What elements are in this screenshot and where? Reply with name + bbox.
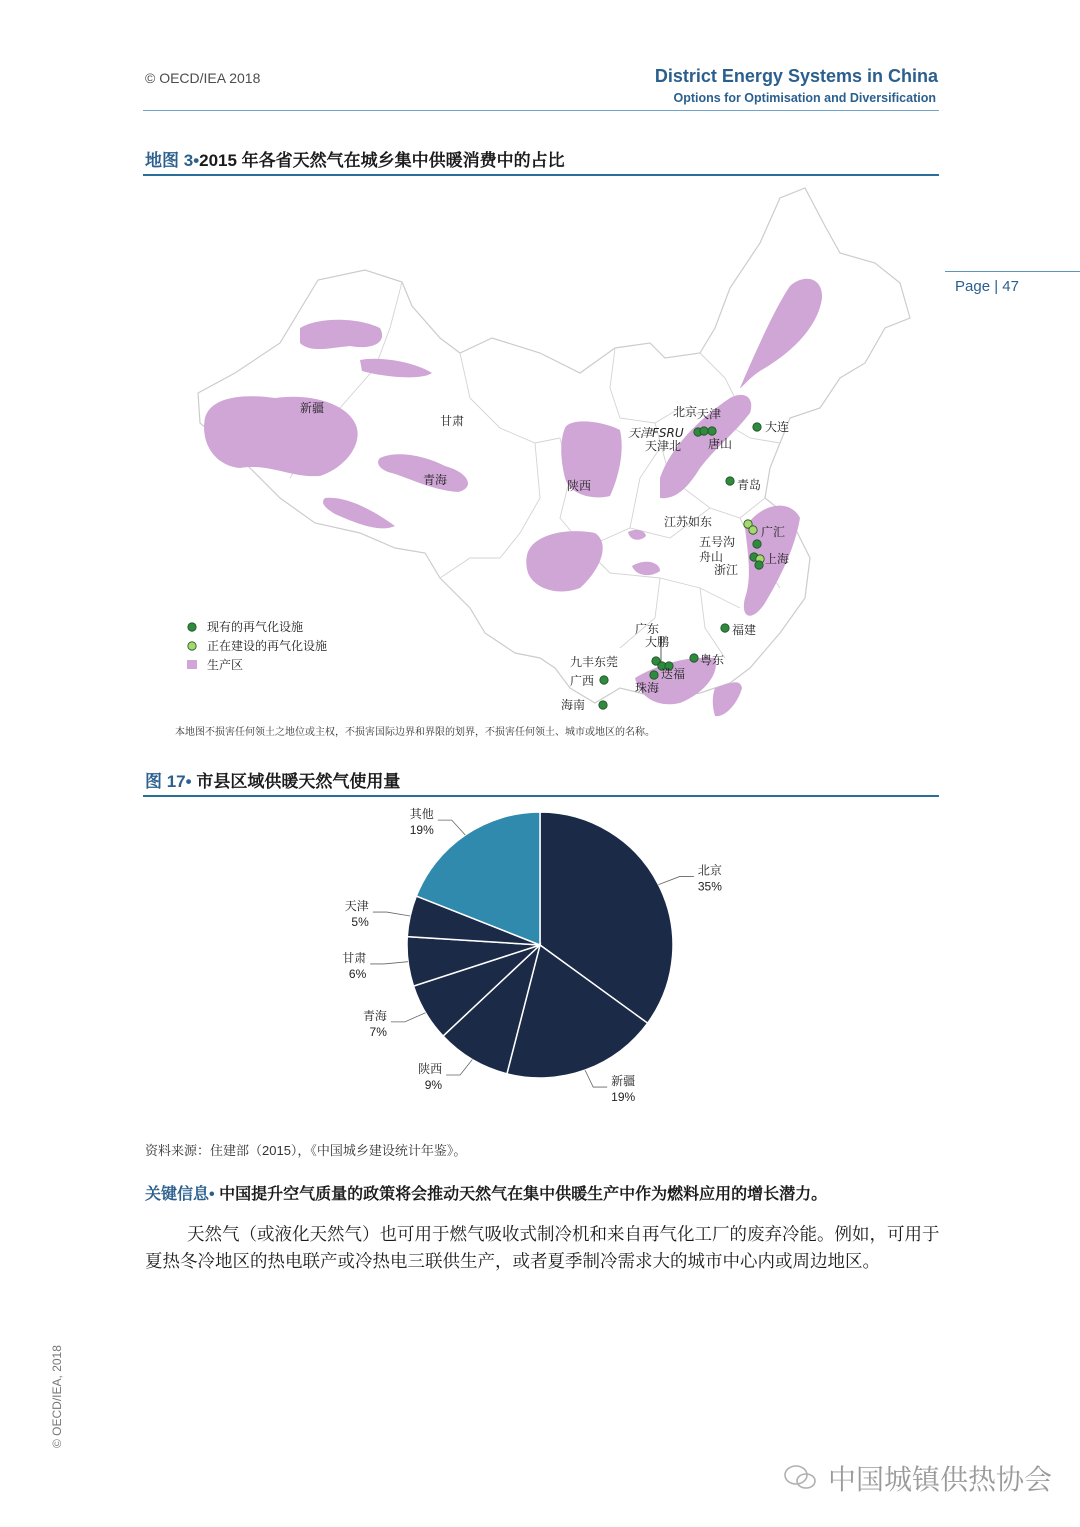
report-title: District Energy Systems in China (654, 66, 938, 86)
pie-leader-5 (373, 912, 410, 916)
label-tianjin-fsru: 天津FSRU (628, 426, 684, 440)
wechat-icon (782, 1463, 818, 1491)
key-message (145, 1181, 827, 1204)
label-guangxi: 广西 (570, 674, 595, 688)
label-guanghui: 广汇 (761, 525, 786, 539)
label-xinjiang: 新疆 (300, 401, 325, 415)
label-shaanxi: 陕西 (567, 479, 592, 493)
legend-construction: 正在建设的再气化设施 (207, 639, 328, 653)
legend-construction-icon (188, 642, 196, 650)
key-message-label: 关键信息 (145, 1186, 210, 1203)
legend-production-icon (187, 660, 197, 669)
source-note: 资料来源：住建部（2015），《中国城乡建设统计年鉴》。 (145, 1143, 467, 1158)
label-jiufeng-dongguan: 九丰东莞 (570, 655, 619, 669)
pie-leader-2 (446, 1059, 472, 1074)
key-message-sep: • (209, 1186, 215, 1203)
pie-label-5: 天津 (344, 899, 369, 914)
report-subtitle: Options for Optimisation and Diversification (673, 91, 936, 105)
label-wuhaogou: 五号沟 (699, 535, 736, 549)
pie-label-6: 其他 (409, 807, 434, 822)
chart-caption-text: 市县区域供暖天然气使用量 (196, 772, 401, 791)
watermark: 中国城镇供热协会 (828, 1464, 1053, 1495)
label-diefu: 迭福 (661, 667, 686, 681)
map-caption-sep: • (193, 151, 200, 170)
label-beijing: 北京 (673, 405, 698, 419)
pie-leader-4 (370, 962, 408, 964)
map-caption-text: 2015 年各省天然气在城乡集中供暖消费中的占比 (199, 151, 565, 170)
page-number: Page | 47 (955, 278, 1019, 295)
key-message-text: 中国提升空气质量的政策将会推动天然气在集中供暖生产中作为燃料应用的增长潜力。 (214, 1186, 828, 1203)
map-caption-rule (143, 174, 939, 176)
body-paragraph: 天然气（或液化天然气）也可用于燃气吸收式制冷机和来自再气化工厂的废弃冷能。例如，可用于夏热冬冷地区的热电联产或冷热电三联供生产，或者夏季制冷需求大的城市中心内或周边地区。 (145, 1225, 940, 1272)
label-hainan: 海南 (561, 698, 586, 712)
site-dot-dalian (753, 423, 761, 431)
label-zhejiang: 浙江 (714, 563, 739, 577)
site-dot-tianjin (700, 427, 708, 435)
map-caption (145, 146, 565, 171)
chart-caption-sep: • (185, 772, 192, 791)
label-qinghai: 青海 (423, 473, 448, 487)
pie-label-1: 新疆 (611, 1074, 636, 1089)
site-dot-guanghui (749, 526, 757, 534)
label-tianjin: 天津 (697, 407, 722, 421)
site-dot-wuhaogou (753, 540, 761, 548)
page-rule (945, 271, 1080, 272)
pie-value-2: 9% (424, 1077, 443, 1092)
site-dot-tangshan (708, 427, 716, 435)
label-jiangsu-rudong: 江苏如东 (664, 515, 713, 529)
label-tianjin-north: 天津北 (645, 439, 682, 453)
header-rule (143, 110, 939, 111)
label-zhuhai: 珠海 (635, 681, 660, 695)
pie-label-0: 北京 (697, 863, 722, 878)
site-dot-zhuhai (650, 671, 658, 679)
pie-label-3: 青海 (362, 1008, 387, 1023)
header-copyright: © OECD/IEA 2018 (145, 70, 261, 86)
label-shanghai: 上海 (765, 552, 790, 566)
pie-value-0: 35% (697, 879, 722, 894)
label-fujian: 福建 (732, 623, 757, 637)
pie-value-4: 6% (348, 966, 367, 981)
label-gansu: 甘肃 (440, 414, 465, 428)
chart-caption (145, 767, 400, 792)
label-zhoushan: 舟山 (699, 550, 724, 564)
pie-chart (300, 807, 780, 1135)
legend-production: 生产区 (207, 658, 244, 672)
label-dapeng: 大鹏 (645, 635, 670, 649)
label-guangdong: 广东 (635, 622, 660, 636)
site-dot-fujian (721, 624, 729, 632)
legend-existing: 现有的再气化设施 (207, 620, 304, 634)
map-legend (187, 619, 327, 672)
pie-leader-0 (659, 876, 694, 884)
chart-caption-rule (143, 795, 939, 797)
region-junggar (300, 320, 382, 349)
site-dot-hainan (599, 701, 607, 709)
region-xinjiang-basin (204, 396, 358, 476)
pie-leader-3 (391, 1013, 426, 1022)
pie-value-1: 19% (611, 1090, 636, 1105)
pie-label-2: 陕西 (418, 1061, 443, 1076)
map-disclaimer: 本地图不损害任何领土之地位或主权，不损害国际边界和界限的划界，不损害任何领土、城市或地区的名称。 (175, 727, 655, 738)
pie-value-3: 7% (369, 1024, 387, 1039)
map-caption-label: 地图 3 (145, 151, 194, 170)
label-qingdao: 青岛 (737, 478, 762, 492)
site-dot-zhejiang (755, 561, 763, 569)
label-dalian: 大连 (765, 420, 790, 434)
label-yuedong: 粤东 (700, 653, 725, 667)
chart-caption-label: 图 17 (145, 772, 186, 791)
site-dot-guangxi (600, 676, 608, 684)
legend-existing-icon (188, 623, 196, 631)
pie-value-6: 19% (409, 823, 434, 838)
side-copyright: © OECD/IEA, 2018 (50, 1345, 64, 1448)
site-dot-yuedong (690, 654, 698, 662)
pie-leader-6 (438, 820, 465, 835)
pie-leader-1 (585, 1070, 607, 1087)
china-map (140, 178, 940, 723)
pie-value-5: 5% (351, 915, 369, 930)
site-dot-qingdao (726, 477, 734, 485)
pie-label-4: 甘肃 (342, 950, 367, 965)
label-tangshan: 唐山 (708, 437, 733, 451)
region-south-sea (713, 682, 742, 716)
